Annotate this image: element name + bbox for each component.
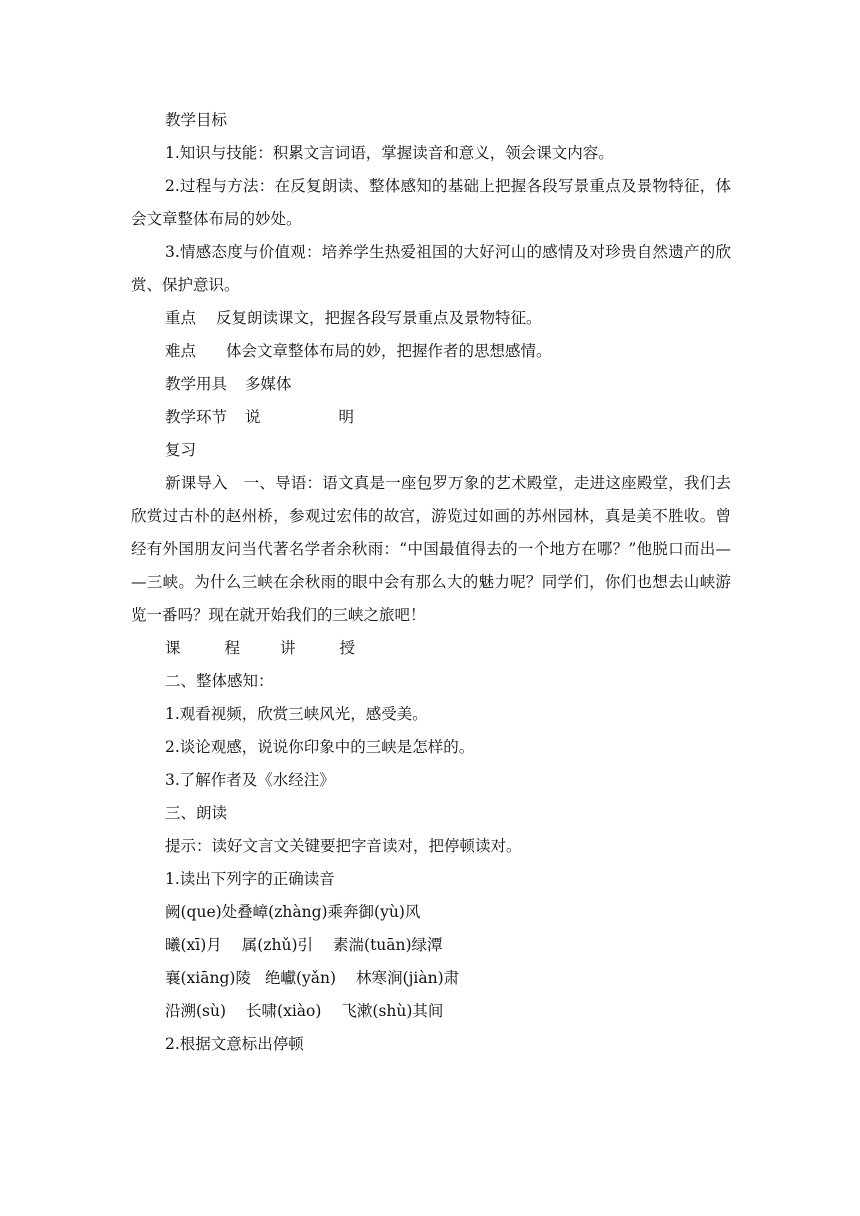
course-char-3: 讲 <box>280 639 296 657</box>
explain-char-1: 说 <box>245 408 261 426</box>
section2-item-3: 3.了解作者及《水经注》 <box>165 771 335 789</box>
difficulty-row <box>131 335 731 368</box>
course-char-4: 授 <box>339 639 356 657</box>
steps-label: 教学环节 <box>165 408 228 426</box>
key-point-row <box>131 302 731 335</box>
key-point-text: 反复朗读课文，把握各段写景重点及景物特征。 <box>216 309 542 327</box>
pronunciation-row-3 <box>131 962 731 995</box>
pronunciation-term: 沿溯(sù) <box>165 1002 227 1020</box>
section2-item-2: 2.谈论观感，说说你印象中的三峡是怎样的。 <box>165 738 475 756</box>
tools-row <box>131 368 731 401</box>
objective-2: 2.过程与方法：在反复朗读、整体感知的基础上把握各段写景重点及景物特征，体会文章整体布局的妙处。 <box>131 177 731 228</box>
pronunciation-term: 素湍(tuān)绿潭 <box>333 936 443 954</box>
pronunciation-row-4 <box>131 995 731 1028</box>
difficulty-label: 难点 <box>165 342 197 360</box>
section-heading: 教学目标 <box>165 111 228 129</box>
course-row <box>131 632 731 665</box>
tools-text: 多媒体 <box>245 375 292 393</box>
objective-3: 3.情感态度与价值观：培养学生热爱祖国的大好河山的感情及对珍贵自然遗产的欣赏、保护意识。 <box>131 243 731 294</box>
document-body <box>131 104 731 1061</box>
section2-item-1: 1.观看视频，欣赏三峡风光，感受美。 <box>165 705 428 723</box>
pronunciation-row-2 <box>131 929 731 962</box>
pronunciation-term: 飞漱(shù)其间 <box>341 1002 444 1020</box>
review-label: 复习 <box>165 441 197 459</box>
section2-title: 二、整体感知： <box>165 672 274 690</box>
pronunciation-term: 林寒涧(jiàn)肃 <box>356 969 460 987</box>
objective-1: 1.知识与技能：积累文言词语，掌握读音和意义，领会课文内容。 <box>165 144 614 162</box>
pronunciation-term: 属(zhǔ)引 <box>241 936 314 954</box>
explain-char-2: 明 <box>338 408 355 426</box>
pause-title: 2.根据文意标出停顿 <box>165 1035 304 1053</box>
intro-paragraph: 新课导入 一、导语：语文真是一座包罗万象的艺术殿堂，走进这座殿堂，我们去欣赏过古朴的赵州桥，参观过宏伟的故宫，游览过如画的苏州园林，真是美不胜收。曾经有外国朋友问当代著名学者余秋雨：“中国最值得去的一个地方在哪？”他脱口而出——三峡。为什么三峡在余秋雨的眼中会有那么大的魅力呢？同学们，你们也想去山峡游览一番吗？现在就开始我们的三峡之旅吧！ <box>131 474 731 624</box>
pronunciation-row-1 <box>131 896 731 929</box>
pronunciation-term: 绝巘(yǎn) <box>264 969 337 987</box>
key-point-label: 重点 <box>165 309 197 327</box>
pronunciation-term: 阙(que)处叠嶂(zhàng)乘奔御(yù)风 <box>165 903 421 921</box>
course-char-2: 程 <box>224 639 241 657</box>
difficulty-text: 体会文章整体布局的妙，把握作者的思想感情。 <box>226 342 552 360</box>
pronunciation-term: 曦(xī)月 <box>165 936 222 954</box>
pronunciation-title: 1.读出下列字的正确读音 <box>165 870 335 888</box>
pronunciation-term: 长啸(xiào) <box>246 1002 322 1020</box>
reading-tip: 提示：读好文言文关键要把字音读对，把停顿读对。 <box>165 837 522 855</box>
pronunciation-term: 襄(xiāng)陵 <box>165 969 251 987</box>
tools-label: 教学用具 <box>165 375 228 393</box>
steps-row <box>131 401 731 434</box>
section3-title: 三、朗读 <box>165 804 228 822</box>
course-char-1: 课 <box>165 639 181 657</box>
